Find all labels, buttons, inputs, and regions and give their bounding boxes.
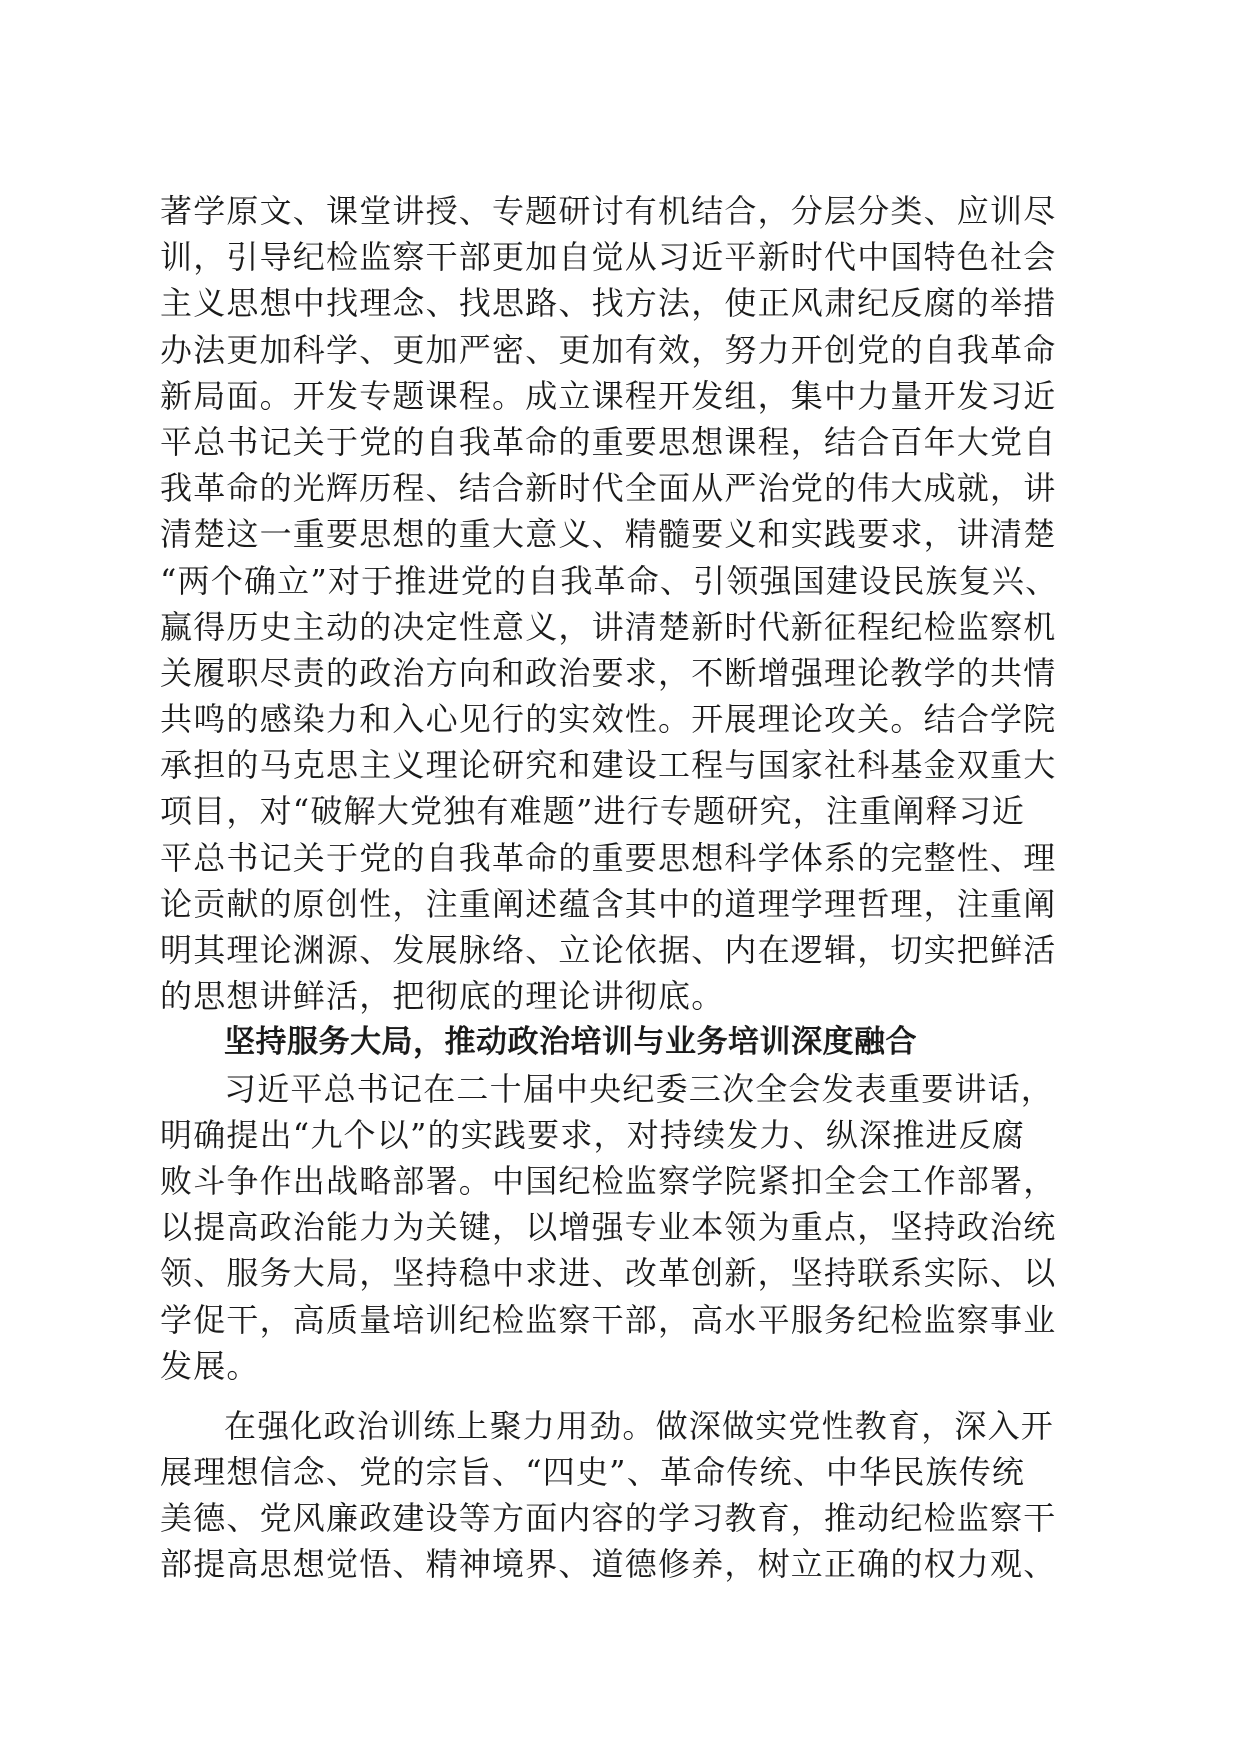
text-line: 平总书记关于党的自我革命的重要思想科学体系的完整性、理 xyxy=(160,838,1057,877)
text-line: 学促干，高质量培训纪检监察干部，高水平服务纪检监察事业 xyxy=(160,1300,1057,1339)
text-line: 我革命的光辉历程、结合新时代全面从严治党的伟大成就，讲 xyxy=(160,469,1057,508)
paragraph-first-line: 习近平总书记在二十届中央纪委三次全会发表重要讲话， xyxy=(224,1069,1055,1108)
text-line: 败斗争作出战略部署。中国纪检监察学院紧扣全会工作部署， xyxy=(160,1161,1057,1200)
text-line: 论贡献的原创性，注重阐述蕴含其中的道理学理哲理，注重阐 xyxy=(160,884,1057,923)
text-line: 美德、党风廉政建设等方面内容的学习教育，推动纪检监察干 xyxy=(160,1499,1057,1538)
text-line: 明其理论渊源、发展脉络、立论依据、内在逻辑，切实把鲜活 xyxy=(160,931,1057,969)
text-line: 关履职尽责的政治方向和政治要求，不断增强理论教学的共情 xyxy=(160,653,1057,692)
text-line: 项目，对“破解大党独有难题”进行专题研究，注重阐释习近 xyxy=(160,792,1026,831)
section-heading: 坚持服务大局，推动政治培训与业务培训深度融合 xyxy=(224,1024,917,1061)
text-line: 的思想讲鲜活，把彻底的理论讲彻底。 xyxy=(160,977,725,1016)
text-line: 以提高政治能力为关键，以增强专业本领为重点，坚持政治统 xyxy=(160,1208,1057,1247)
text-line: 训，引导纪检监察干部更加自觉从习近平新时代中国特色社会 xyxy=(160,238,1057,277)
text-line: 明确提出“九个以”的实践要求，对持续发力、纵深推进反腐 xyxy=(160,1115,1026,1154)
text-line: “两个确立”对于推进党的自我革命、引领强国建设民族复兴、 xyxy=(160,561,1059,600)
text-line: 展理想信念、党的宗旨、“四史”、革命传统、中华民族传统 xyxy=(160,1453,1026,1492)
text-line: 承担的马克思主义理论研究和建设工程与国家社科基金双重大 xyxy=(160,746,1057,785)
text-line: 共鸣的感染力和入心见行的实效性。开展理论攻关。结合学院 xyxy=(160,700,1057,739)
document-body xyxy=(160,188,1090,1588)
text-line: 平总书记关于党的自我革命的重要思想课程，结合百年大党自 xyxy=(160,422,1057,461)
text-line: 部提高思想觉悟、精神境界、道德修养，树立正确的权力观、 xyxy=(160,1545,1057,1584)
text-line: 发展。 xyxy=(160,1346,260,1385)
text-line: 主义思想中找理念、找思路、找方法，使正风肃纪反腐的举措 xyxy=(160,284,1057,323)
text-line: 领、服务大局，坚持稳中求进、改革创新，坚持联系实际、以 xyxy=(160,1254,1057,1293)
text-line: 赢得历史主动的决定性意义，讲清楚新时代新征程纪检监察机 xyxy=(160,607,1057,646)
text-line: 新局面。开发专题课程。成立课程开发组，集中力量开发习近 xyxy=(160,376,1057,415)
text-line: 著学原文、课堂讲授、专题研讨有机结合，分层分类、应训尽 xyxy=(160,192,1057,230)
text-line: 办法更加科学、更加严密、更加有效，努力开创党的自我革命 xyxy=(160,330,1057,369)
text-line: 清楚这一重要思想的重大意义、精髓要义和实践要求，讲清楚 xyxy=(160,515,1057,554)
paragraph-first-line: 在强化政治训练上聚力用劲。做深做实党性教育，深入开 xyxy=(224,1406,1055,1445)
